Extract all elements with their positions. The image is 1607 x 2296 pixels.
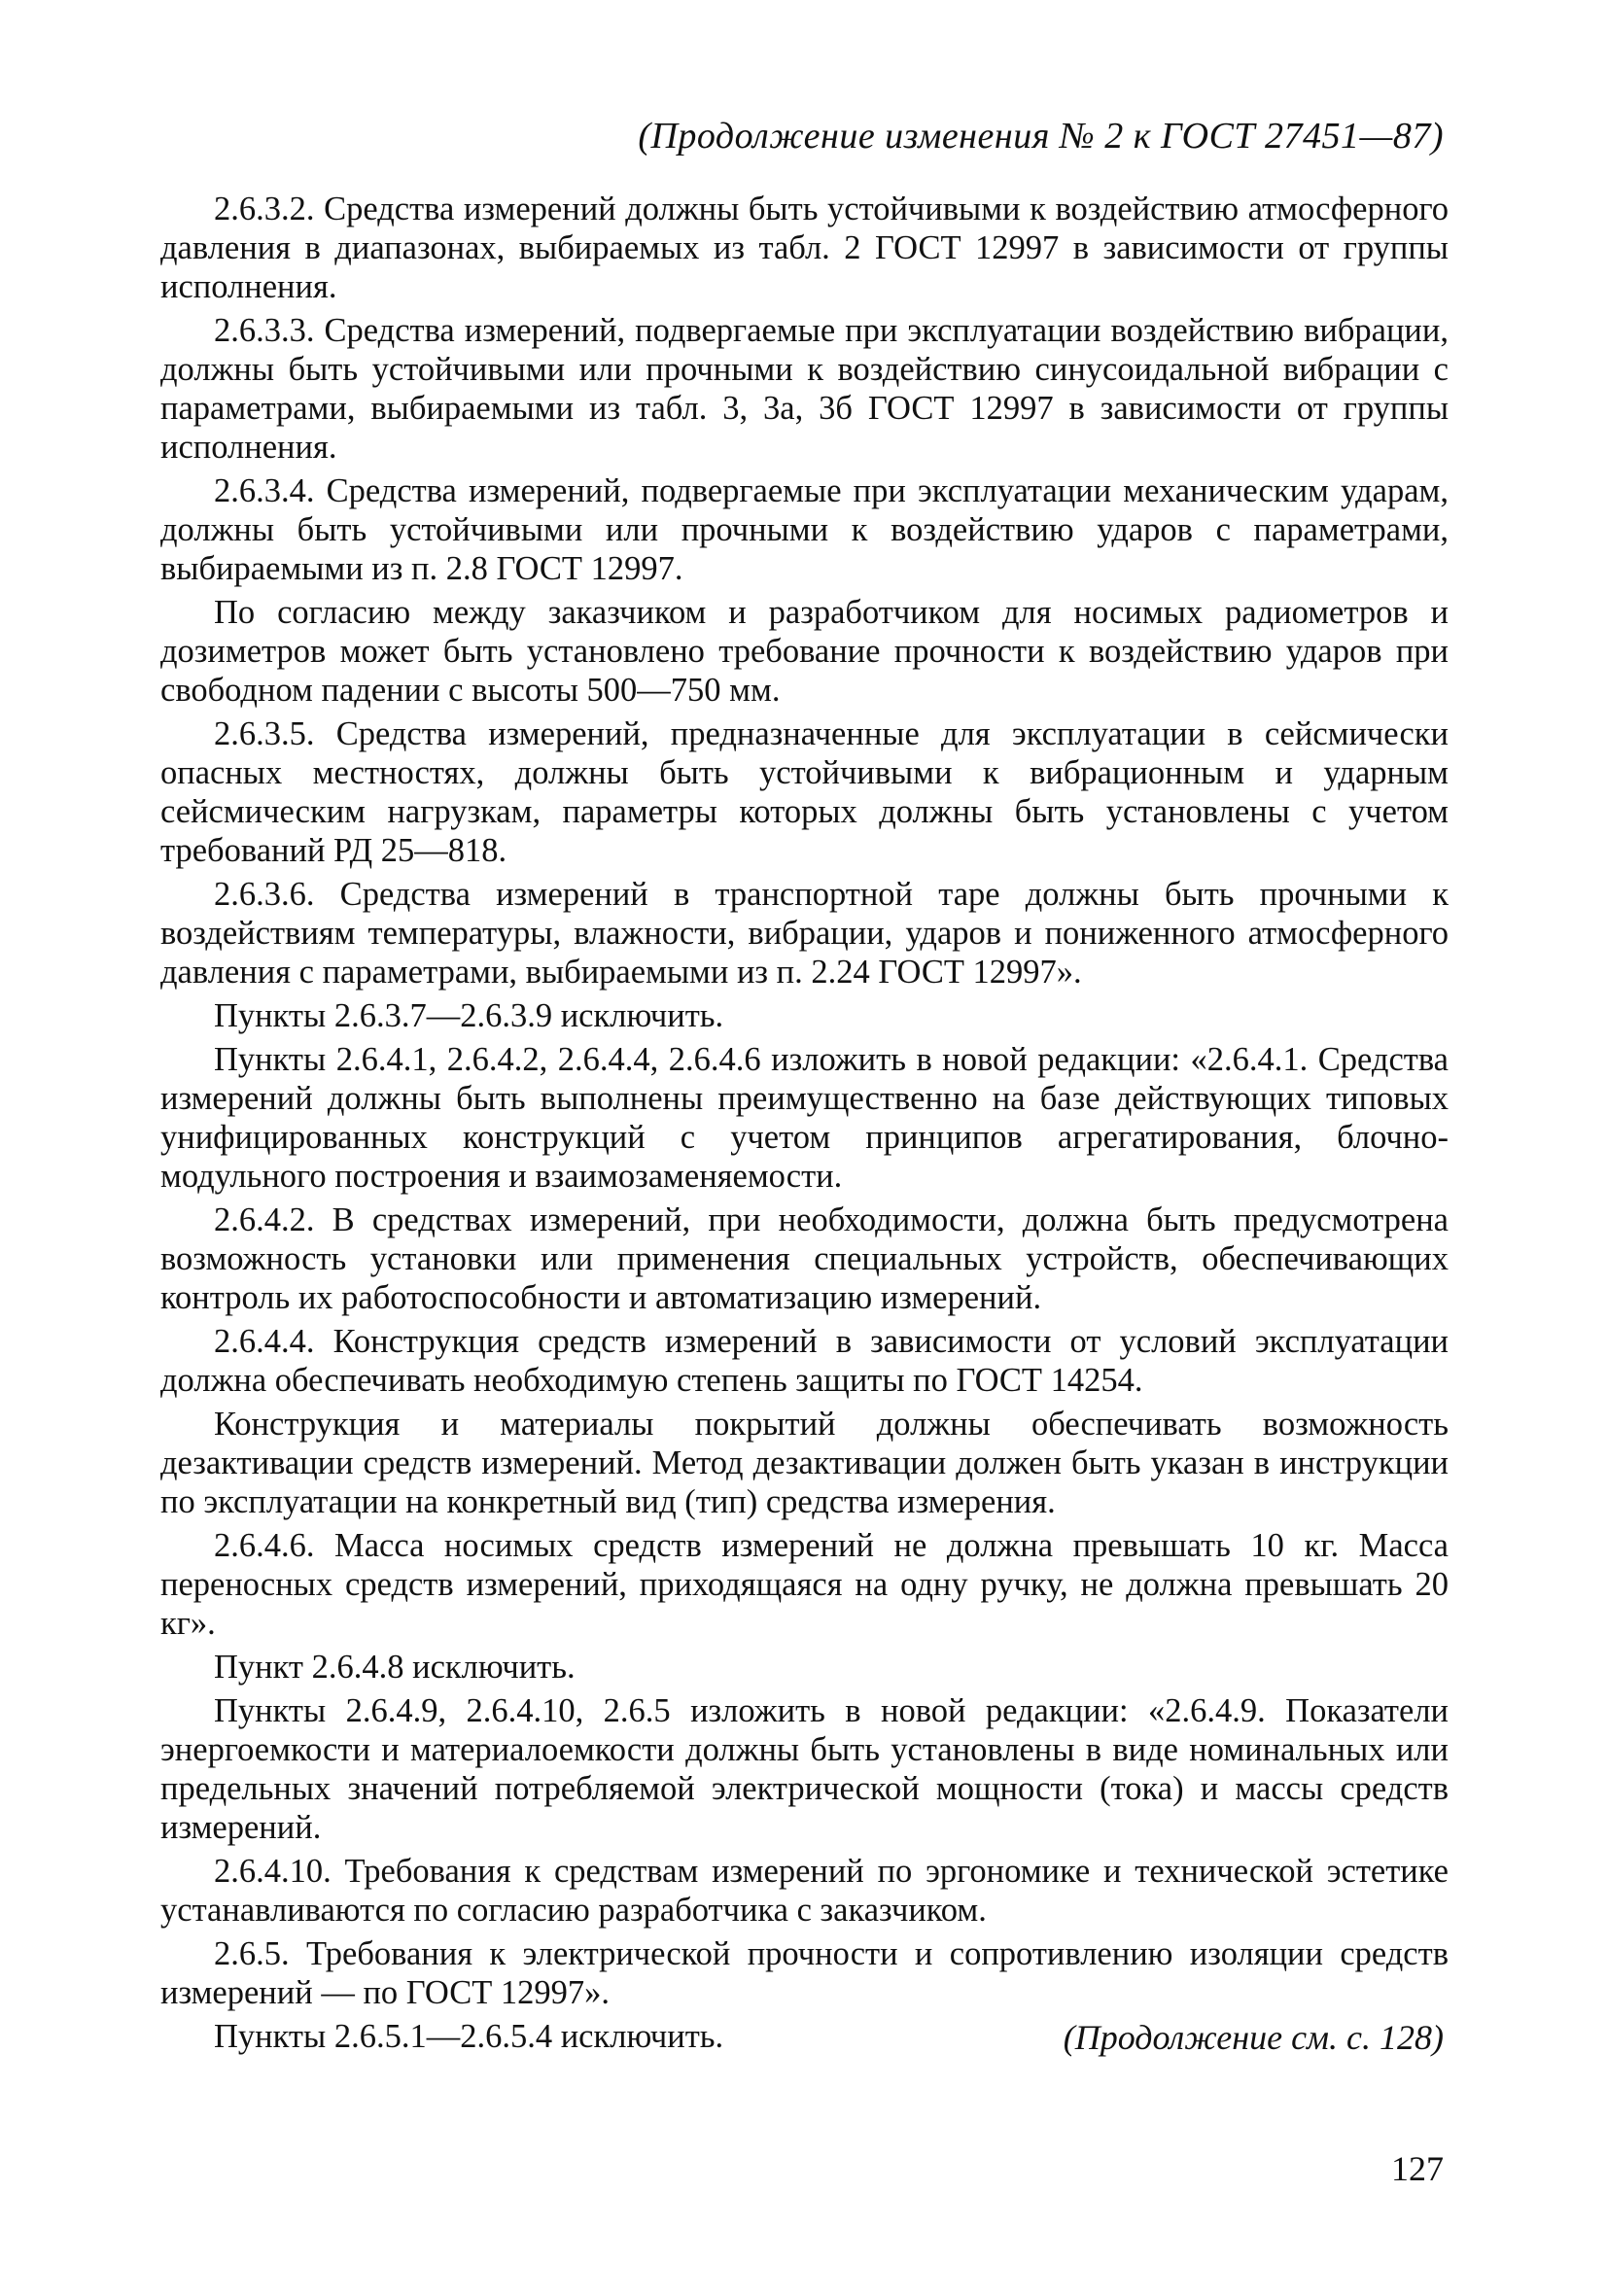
paragraph: Пункты 2.6.4.9, 2.6.4.10, 2.6.5 изложить в новой редакции: «2.6.4.9. Показатели энергоемкости и материалоемкости должны быть установлены в виде номинальных или предельных значений потребляемой электрической мощности (тока) и массы средств измерений. [160,1692,1449,1846]
paragraph: Конструкция и материалы покрытий должны обеспечивать возможность дезактивации средств измерений. Метод дезактивации должен быть указан в инструкции по эксплуатации на конкретный вид (тип) средства измерения. [160,1406,1449,1520]
paragraph: Пункты 2.6.4.1, 2.6.4.2, 2.6.4.4, 2.6.4.6 изложить в новой редакции: «2.6.4.1. Средства измерений должны быть выполнены преимущественно на базе действующих типовых унифицированных конструкций с учетом принципов агрегатирования, блочно-модульного построения и взаимозаменяемости. [160,1041,1449,1195]
paragraph: 2.6.3.5. Средства измерений, предназначенные для эксплуатации в сейсмически опасных местностях, должны быть устойчивыми к вибрационным и ударным сейсмическим нагрузкам, параметры которых должны быть установлены с учетом требований РД 25—818. [160,715,1449,869]
body-text [160,190,1449,2061]
paragraph: По согласию между заказчиком и разработчиком для носимых радиометров и дозиметров может быть установлено требование прочности к воздействию ударов при свободном падении с высоты 500—750 мм. [160,594,1449,709]
paragraph: Пункты 2.6.5.1—2.6.5.4 исключить. [214,2018,724,2055]
paragraph: 2.6.3.4. Средства измерений, подвергаемые при эксплуатации механическим ударам, должны быть устойчивыми или прочными к воздействию ударов с параметрами, выбираемыми из п. 2.8 ГОСТ 12997. [160,472,1449,587]
paragraph: Пункты 2.6.3.7—2.6.3.9 исключить. [214,997,724,1034]
paragraph: 2.6.4.2. В средствах измерений, при необходимости, должна быть предусмотрена возможность установки или применения специальных устройств, обеспечивающих контроль их работоспособности и автоматизацию измерений. [160,1201,1449,1316]
paragraph: 2.6.4.4. Конструкция средств измерений в зависимости от условий эксплуатации должна обеспечивать необходимую степень защиты по ГОСТ 14254. [160,1323,1449,1399]
paragraph: 2.6.3.6. Средства измерений в транспортной таре должны быть прочными к воздействиям температуры, влажности, вибрации, ударов и пониженного атмосферного давления с параметрами, выбираемыми из п. 2.24 ГОСТ 12997». [160,876,1449,991]
paragraph: 2.6.4.6. Масса носимых средств измерений не должна превышать 10 кг. Масса переносных средств измерений, приходящаяся на одну ручку, не должна превышать 20 кг». [160,1527,1449,1642]
continuation-note: (Продолжение см. с. 128) [1063,2018,1444,2057]
paragraph: 2.6.3.2. Средства измерений должны быть устойчивыми к воздействию атмосферного давления в диапазонах, выбираемых из табл. 2 ГОСТ 12997 в зависимости от группы исполнения. [160,191,1449,305]
paragraph: 2.6.5. Требования к электрической прочности и сопротивлению изоляции средств измерений — по ГОСТ 12997». [160,1935,1449,2011]
page-number: 127 [1391,2149,1444,2188]
paragraph: 2.6.3.3. Средства измерений, подвергаемые при эксплуатации воздействию вибрации, должны быть устойчивыми или прочными к воздействию синусоидальной вибрации с параметрами, выбираемыми из табл. 3, 3а, 3б ГОСТ 12997 в зависимости от группы исполнения. [160,312,1449,466]
page-header: (Продолжение изменения № 2 к ГОСТ 27451—87) [638,116,1444,157]
paragraph: 2.6.4.10. Требования к средствам измерений по эргономике и технической эстетике устанавливаются по согласию разработчика с заказчиком. [160,1853,1449,1929]
paragraph: Пункт 2.6.4.8 исключить. [214,1649,576,1686]
